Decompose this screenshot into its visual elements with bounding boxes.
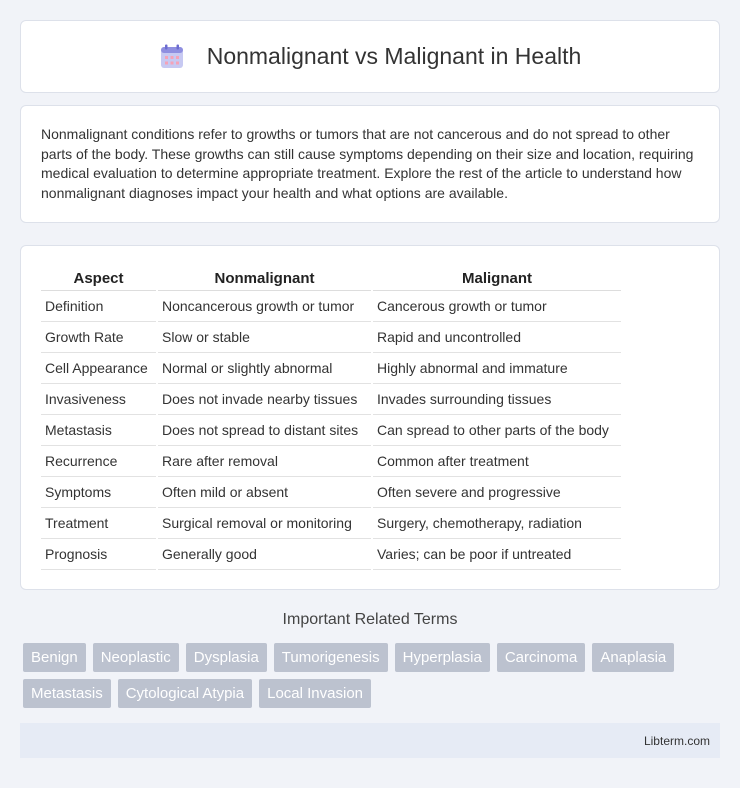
cell-aspect: Growth Rate bbox=[41, 322, 156, 353]
related-term-tag[interactable]: Cytological Atypia bbox=[118, 679, 252, 708]
cell-aspect: Invasiveness bbox=[41, 384, 156, 415]
related-term-tag[interactable]: Local Invasion bbox=[259, 679, 371, 708]
cell-aspect: Cell Appearance bbox=[41, 353, 156, 384]
cell-nonmalignant: Slow or stable bbox=[158, 322, 371, 353]
table-row bbox=[41, 446, 621, 477]
cell-nonmalignant: Rare after removal bbox=[158, 446, 371, 477]
related-term-tag[interactable]: Metastasis bbox=[23, 679, 111, 708]
cell-malignant: Cancerous growth or tumor bbox=[373, 291, 621, 322]
cell-nonmalignant: Does not spread to distant sites bbox=[158, 415, 371, 446]
table-row bbox=[41, 291, 621, 322]
table-header-row bbox=[41, 266, 621, 291]
related-term-tag[interactable]: Dysplasia bbox=[186, 643, 267, 672]
header-card bbox=[20, 20, 720, 93]
cell-aspect: Definition bbox=[41, 291, 156, 322]
cell-nonmalignant: Generally good bbox=[158, 539, 371, 570]
table-row bbox=[41, 322, 621, 353]
related-terms-title: Important Related Terms bbox=[282, 611, 458, 628]
related-term-tag[interactable]: Tumorigenesis bbox=[274, 643, 388, 672]
page-title: Nonmalignant vs Malignant in Health bbox=[206, 43, 582, 69]
cell-nonmalignant: Normal or slightly abnormal bbox=[158, 353, 371, 384]
cell-malignant: Often severe and progressive bbox=[373, 477, 621, 508]
cell-aspect: Metastasis bbox=[41, 415, 156, 446]
table-row bbox=[41, 384, 621, 415]
footer bbox=[20, 723, 720, 758]
intro-text: Nonmalignant conditions refer to growths or tumors that are not cancerous and do not spread to other parts of the body. These growths can still cause symptoms depending on their size and location, requiring medical evaluation to determine appropriate treatment. Explore the rest of the article to understand how nonmalignant diagnoses impact your health and what options are available. bbox=[41, 126, 694, 201]
cell-nonmalignant: Often mild or absent bbox=[158, 477, 371, 508]
related-term-tag[interactable]: Benign bbox=[23, 643, 86, 672]
comparison-card bbox=[20, 245, 720, 590]
cell-malignant: Invades surrounding tissues bbox=[373, 384, 621, 415]
cell-aspect: Recurrence bbox=[41, 446, 156, 477]
related-term-tag[interactable]: Anaplasia bbox=[592, 643, 674, 672]
intro-card bbox=[20, 105, 720, 223]
related-terms-list bbox=[23, 643, 723, 708]
column-header-aspect: Aspect bbox=[41, 266, 156, 291]
column-header-nonmalignant: Nonmalignant bbox=[158, 266, 371, 291]
related-term-tag[interactable]: Carcinoma bbox=[497, 643, 586, 672]
calendar-icon bbox=[159, 44, 185, 70]
table-row bbox=[41, 415, 621, 446]
cell-nonmalignant: Does not invade nearby tissues bbox=[158, 384, 371, 415]
cell-malignant: Surgery, chemotherapy, radiation bbox=[373, 508, 621, 539]
comparison-table bbox=[39, 266, 623, 570]
table-row bbox=[41, 539, 621, 570]
column-header-malignant: Malignant bbox=[373, 266, 621, 291]
table-row bbox=[41, 353, 621, 384]
related-term-tag[interactable]: Hyperplasia bbox=[395, 643, 490, 672]
table-row bbox=[41, 477, 621, 508]
cell-aspect: Treatment bbox=[41, 508, 156, 539]
table-row bbox=[41, 508, 621, 539]
cell-aspect: Prognosis bbox=[41, 539, 156, 570]
cell-malignant: Varies; can be poor if untreated bbox=[373, 539, 621, 570]
related-term-tag[interactable]: Neoplastic bbox=[93, 643, 179, 672]
cell-nonmalignant: Surgical removal or monitoring bbox=[158, 508, 371, 539]
cell-malignant: Can spread to other parts of the body bbox=[373, 415, 621, 446]
footer-link[interactable]: Libterm.com bbox=[643, 733, 710, 748]
cell-malignant: Common after treatment bbox=[373, 446, 621, 477]
cell-nonmalignant: Noncancerous growth or tumor bbox=[158, 291, 371, 322]
cell-malignant: Highly abnormal and immature bbox=[373, 353, 621, 384]
cell-malignant: Rapid and uncontrolled bbox=[373, 322, 621, 353]
cell-aspect: Symptoms bbox=[41, 477, 156, 508]
